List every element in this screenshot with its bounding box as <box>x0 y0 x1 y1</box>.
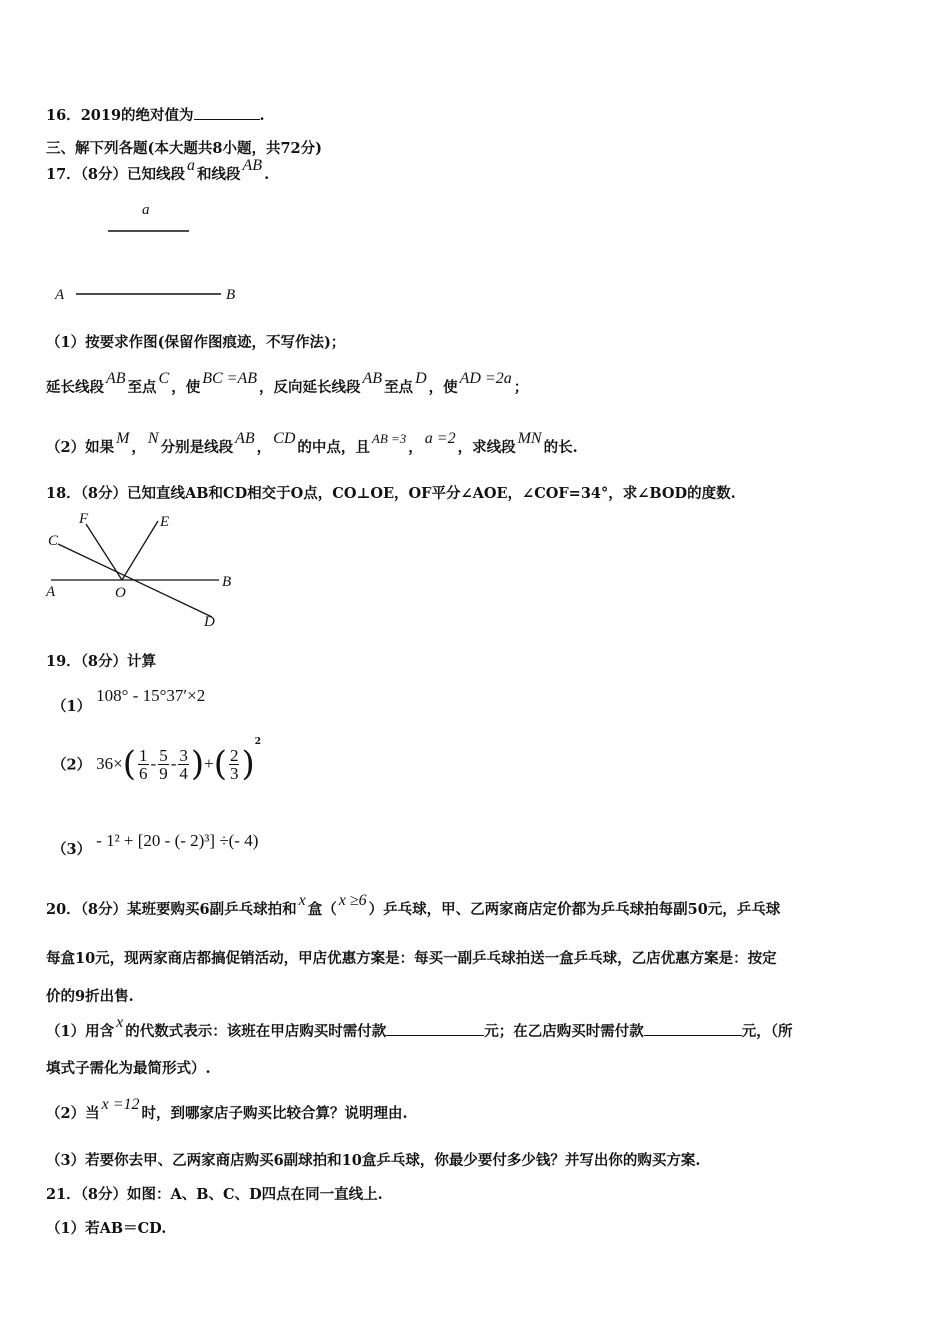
q17-p1-t3: ，使 <box>171 379 201 396</box>
q20-line1 <box>46 892 781 919</box>
q17-part1-heading: （1）按要求作图(保留作图痕迹，不写作法)； <box>46 334 346 351</box>
q17-p1-bc: BC =AB <box>202 370 258 387</box>
q19-p1-expr: 108° - 15°37′×2 <box>96 686 206 705</box>
q17-p1-ab2: AB <box>362 370 383 387</box>
q17-var-a: a <box>187 157 196 174</box>
q17-p2-eq2: a =2 <box>424 430 456 447</box>
section-3-heading: 三、解下列各题(本大题共8小题，共72分) <box>46 140 322 157</box>
q19-p2-rparen: ) <box>190 744 205 784</box>
fig17-label-a: a <box>142 202 150 218</box>
q17-p2-t1: （2）如果 <box>46 439 115 456</box>
q20-l1c: ）乒乓球，甲、乙两家商店定价都为乒乓球拍每副50元，乒乓球 <box>368 901 781 918</box>
frac2-den: 9 <box>159 763 168 783</box>
q20-p1c: 元；在乙店购买时需付款 <box>484 1023 644 1040</box>
q17-p2-m: M <box>116 430 130 447</box>
q20-condition: x ≥6 <box>338 892 367 909</box>
q17-p1-t2: 至点 <box>127 379 157 396</box>
q21-text: （8分）如图：A、B、C、D四点在同一直线上. <box>80 1186 383 1203</box>
q18-figure <box>0 0 950 640</box>
q17-p1-t4: ，反向延长线段 <box>259 379 361 396</box>
q19-p2-frac3 <box>178 747 189 782</box>
q21-part1: （1）若AB＝CD. <box>46 1220 167 1237</box>
q17-var-ab: AB <box>242 157 263 174</box>
q19-p2-frac2 <box>158 747 169 782</box>
fig17-label-B: B <box>226 287 236 303</box>
q16-end: . <box>259 107 265 124</box>
q19-p3-expr: - 1² + [20 - (- 2)³] ÷(- 4) <box>96 831 259 850</box>
q20-p2a: （2）当 <box>46 1105 100 1122</box>
q17-head: （8分）已知线段 <box>80 166 186 183</box>
q20-number: 20． <box>46 901 81 918</box>
q19-p3-label: （3） <box>52 841 92 858</box>
q20-part1-line <box>46 1014 793 1041</box>
q19-p2-exponent: 2 <box>254 737 262 748</box>
q17-mid: 和线段 <box>197 166 241 183</box>
q19-p2-prefix: 36× <box>96 754 123 773</box>
q18-number: 18． <box>46 485 81 502</box>
q20-l1b: 盒（ <box>307 901 337 918</box>
q19-text: （8分）计算 <box>80 653 157 670</box>
q17-p1-ab: AB <box>106 370 126 387</box>
fig18-label-O: O <box>115 585 126 601</box>
q18-text: （8分）已知直线AB和CD相交于O点，CO⊥OE，OF平分∠AOE，∠COF=34°，求∠BOD的度数. <box>80 485 736 502</box>
q20-p1a: （1）用含 <box>46 1023 115 1040</box>
q20-l1a: （8分）某班要购买6副乒乓球拍和 <box>80 901 297 918</box>
q20-line3: 价的9折出售. <box>46 988 134 1005</box>
q19-p2-rparen2: ) <box>241 744 255 784</box>
fig18-label-E: E <box>160 514 170 530</box>
q19-p1-label: （1） <box>52 698 92 715</box>
q19-number: 19． <box>46 653 81 670</box>
q19-p2-label: （2） <box>52 756 92 774</box>
fig18-ray-OE <box>122 521 158 580</box>
q17-number: 17． <box>46 166 81 183</box>
q19-part3 <box>52 831 259 859</box>
frac3-num: 3 <box>179 745 188 765</box>
q17-p2-ab: AB <box>235 430 255 447</box>
q19-p2-op2: - <box>170 754 177 773</box>
q20-part3-line: （3）若要你去甲、乙两家商店购买6副球拍和10盒乒乓球，你最少要付多少钱？并写出你的购买方案. <box>46 1152 701 1169</box>
q17-p2-t4: ，求线段 <box>457 439 516 456</box>
q21-number: 21． <box>46 1186 81 1203</box>
q20-p2-eq: x =12 <box>101 1096 140 1113</box>
q19-title <box>46 650 156 671</box>
frac2-num: 5 <box>159 745 168 765</box>
fig18-label-B: B <box>222 574 232 590</box>
q17-p2-cd: CD <box>273 430 296 447</box>
q19-p2-frac4 <box>229 747 240 782</box>
q20-p1d: 元，（所 <box>741 1023 793 1040</box>
fig18-ray-OF <box>86 524 122 580</box>
q17-p1-t6: ，使 <box>428 379 458 396</box>
fig18-label-D: D <box>204 614 215 630</box>
q19-p2-plus: + <box>204 754 214 773</box>
q19-p2-lparen2: ( <box>213 744 227 784</box>
q17-p2-t5: 的长. <box>543 439 578 456</box>
q19-p2-op1: - <box>150 754 157 773</box>
q20-blank-yi <box>644 1021 742 1036</box>
q17-p2-t3: 的中点，且 <box>297 439 370 456</box>
fig18-label-C: C <box>48 533 59 549</box>
q17-end: . <box>264 166 270 183</box>
q20-p1-x: x <box>116 1014 124 1031</box>
q19-p2-lparen: ( <box>122 744 137 784</box>
q17-p2-t2: 分别是线段 <box>160 439 234 456</box>
frac3-den: 4 <box>179 763 188 783</box>
q20-var-x: x <box>298 892 306 909</box>
q19-part2 <box>52 737 262 784</box>
q17-p2-mn: MN <box>517 430 542 447</box>
frac1-den: 6 <box>139 763 148 783</box>
q17-p1-ad: AD =2a <box>459 370 512 387</box>
q16-text: 2019的绝对值为 <box>80 107 194 124</box>
q16-number: 16． <box>46 107 81 124</box>
q17-p2-eq1: AB =3 <box>371 431 407 446</box>
q17-p2-c1: ， <box>131 439 146 456</box>
fig18-label-F: F <box>79 511 89 527</box>
q17-p2-c2: ， <box>256 439 272 456</box>
q21-title <box>46 1183 383 1204</box>
q17-p1-t7: ； <box>513 379 529 396</box>
q17-p1-t5: 至点 <box>384 379 414 396</box>
q20-part2-line <box>46 1096 408 1123</box>
q17-p2-c3: ， <box>408 439 423 456</box>
q20-line2: 每盒10元，现两家商店都搞促销活动，甲店优惠方案是：每买一副乒乓球拍送一盒乒乓球，乙店优惠方案是：按定 <box>46 950 777 967</box>
q17-p1-t1: 延长线段 <box>46 379 104 396</box>
q20-blank-jia <box>386 1021 484 1036</box>
q20-p1b: 的代数式表示：该班在甲店购买时需付款 <box>125 1023 387 1040</box>
q17-p1-c: C <box>158 370 170 387</box>
fig17-label-A: A <box>55 287 65 303</box>
q17-p2-n: N <box>147 430 159 447</box>
q19-part1 <box>52 686 206 716</box>
frac4-num: 2 <box>229 745 239 765</box>
frac4-den: 3 <box>229 763 239 783</box>
frac1-num: 1 <box>139 745 148 765</box>
fig18-label-A: A <box>46 584 56 600</box>
q20-p2b: 时，到哪家店子购买比较合算？说明理由. <box>141 1105 408 1122</box>
q17-p1-d: D <box>415 370 427 387</box>
q19-p2-frac1 <box>138 747 149 782</box>
q20-part1-note: 填式子需化为最简形式）. <box>46 1060 211 1077</box>
